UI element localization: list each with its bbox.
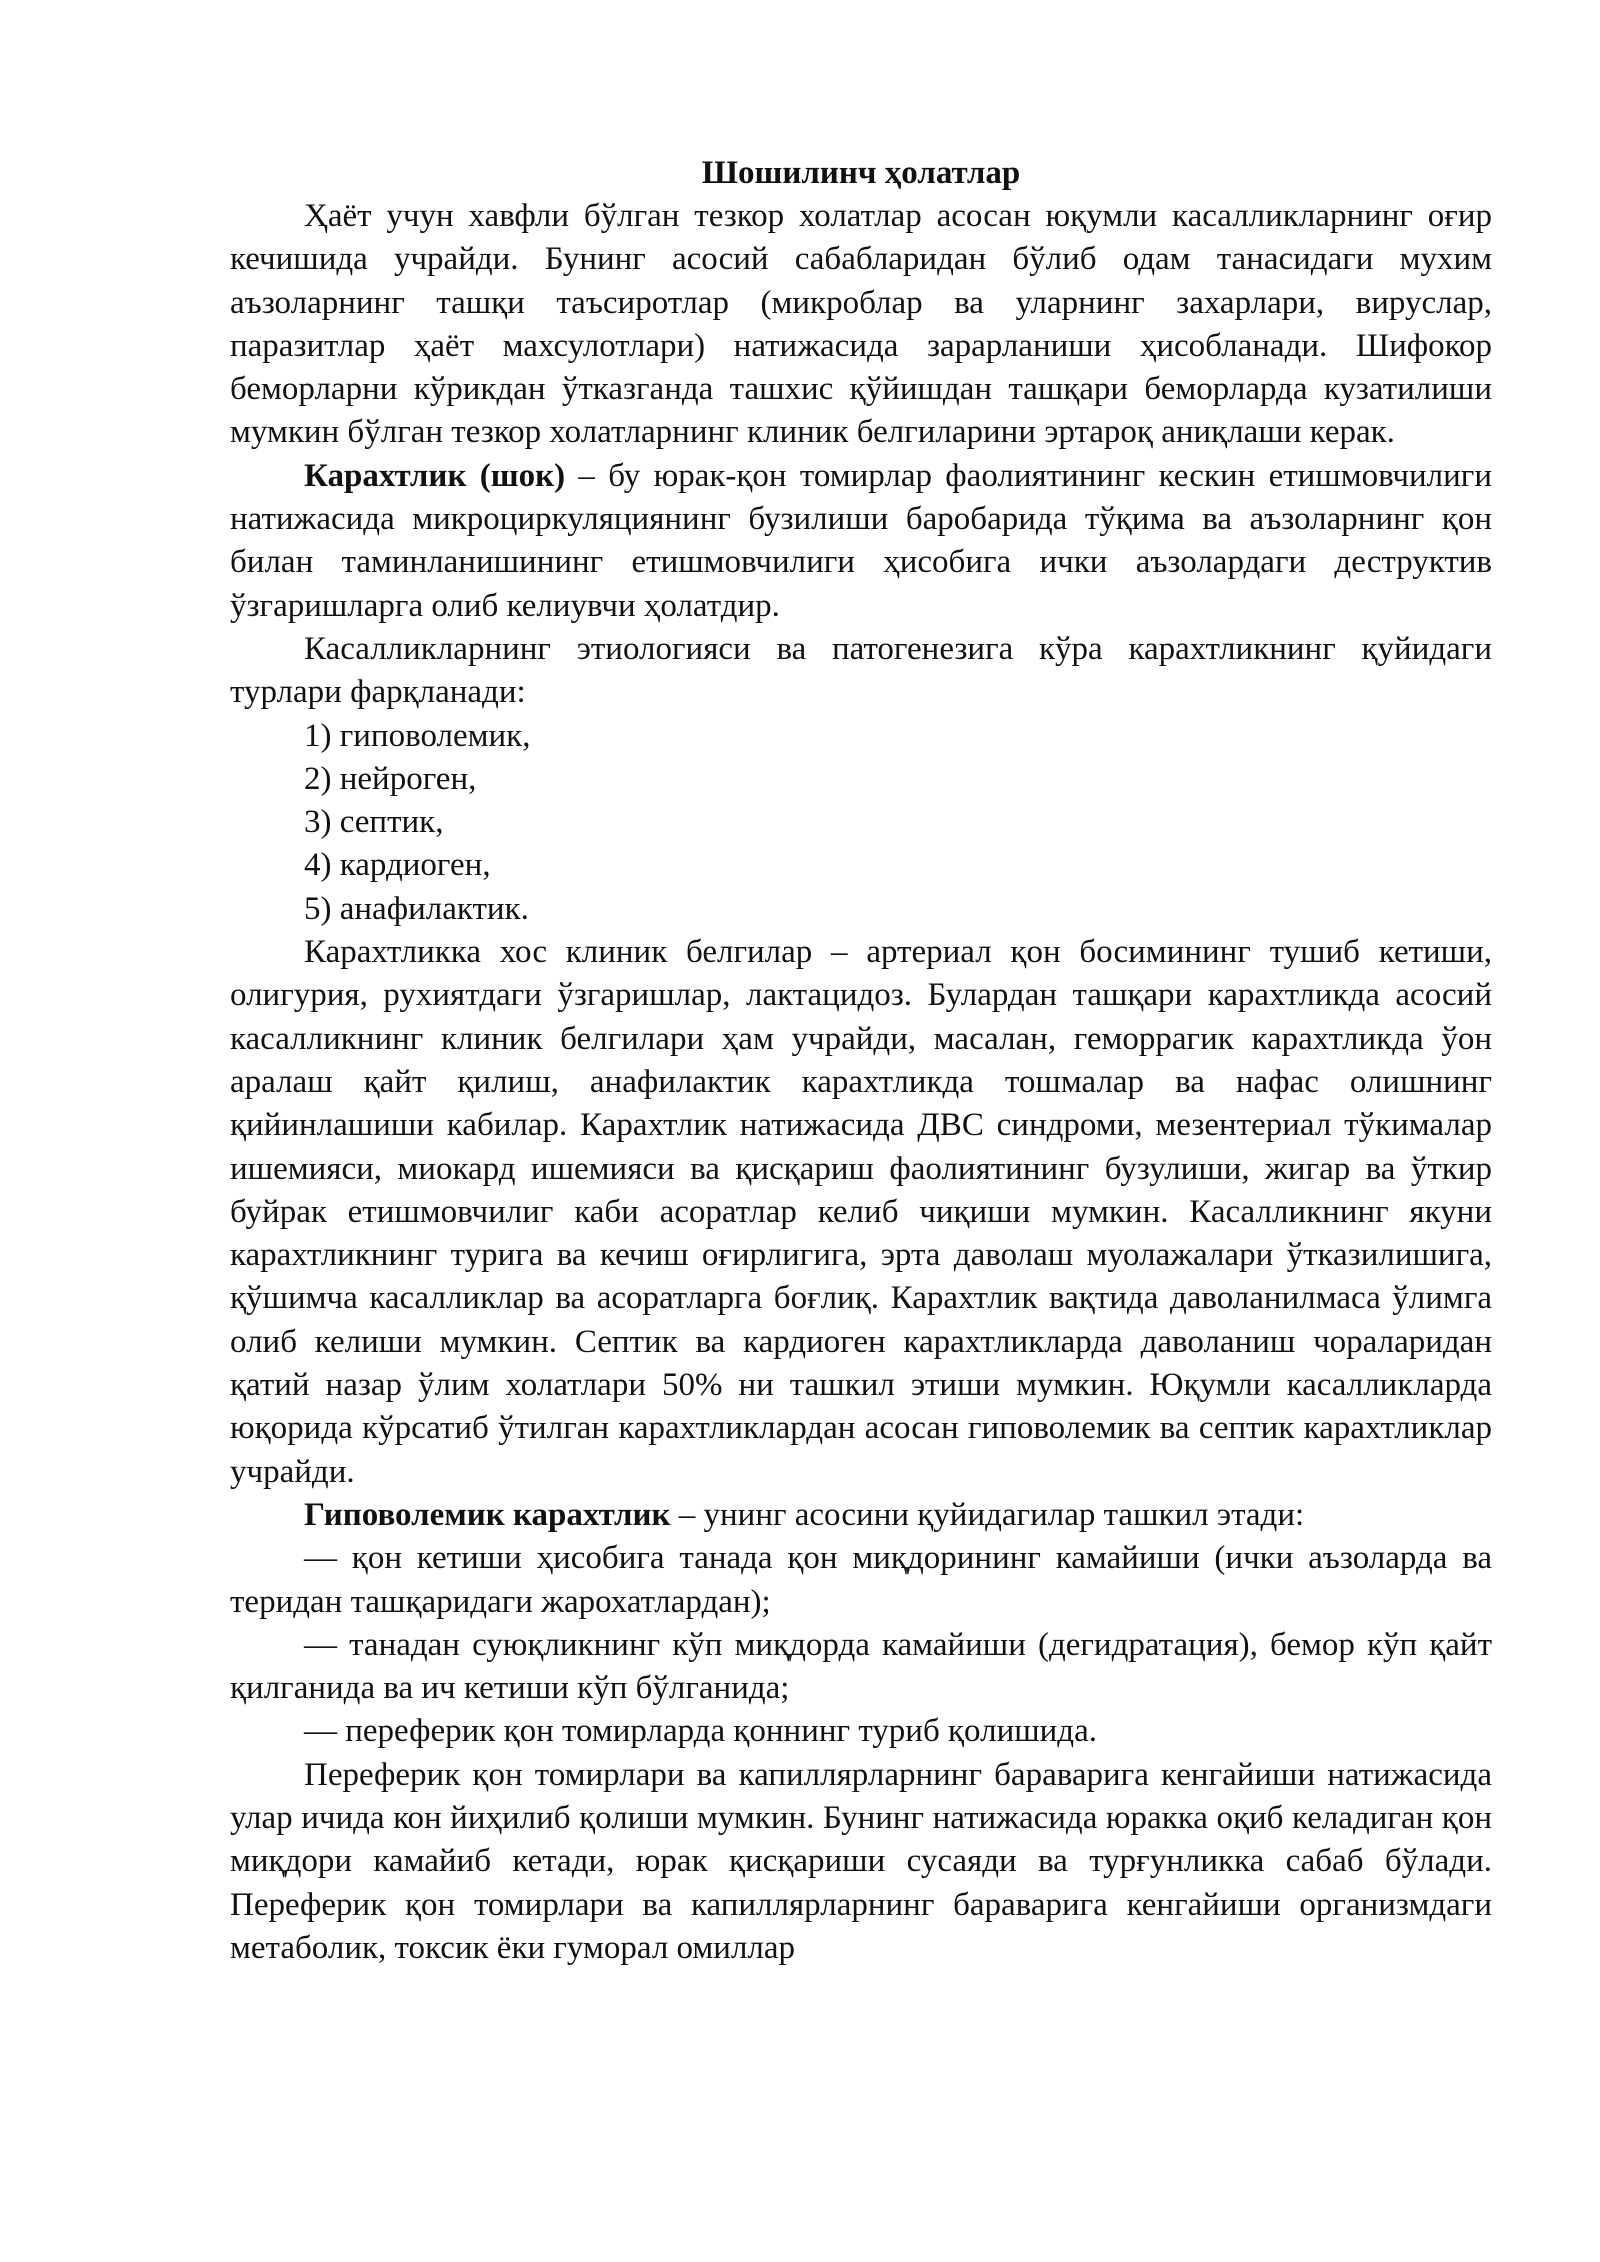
shock-types-list (230, 715, 1492, 931)
paragraph-cause-dehydration: — танадан суюқликнинг кўп миқдорда камайиши (дегидратация), бемор кўп қайт қилганида ва ич кетиши кўп бўлганида; (230, 1626, 1492, 1707)
term-hypovolemic-shock: Гиповолемик карахтлик (304, 1496, 671, 1533)
paragraph-hypovolemic-shock (230, 1494, 1492, 1537)
paragraph-shock-definition (230, 455, 1492, 628)
paragraph-shock-types-intro: Касалликларнинг этиологияси ва патогенезига кўра карахтликнинг қуйидаги турлари фарқланади: (230, 630, 1492, 711)
paragraph-cause-blood-loss: — қон кетиши ҳисобига танада қон миқдорининг камайиши (ички аъзоларда ва теридан ташқаридаги жарохатлардан); (230, 1540, 1492, 1620)
list-item: 4) кардиоген, (304, 847, 491, 884)
document-title: Шошилинч ҳолатлар (701, 155, 1021, 191)
paragraph-peripheral-vessels: Переферик қон томирлари ва капиллярларнинг бараваригa кенгайиши натижасида улар ичида кон йиҳилиб қолиши мумкин. Бунинг натижасида юракка оқиб келадиган қон миқдори камайиб кетади, юрак қисқариши сусаяди ва турғунликка сабаб бўлади. Переферик қон томирлари ва капиллярларнинг бараваригa кенгайиши организмдаги метаболик, токсик ёки гуморал омиллар (230, 1756, 1492, 1966)
paragraph-intro: Ҳаёт учун хавфли бўлган тезкор холатлар асосан юқумли касалликларнинг оғир кечишида учрайди. Бунинг асосий сабабларидан бўлиб одам танасидаги мухим аъзоларнинг ташқи таъсиротлар (микроблар ва уларнинг захарлари, вируслар, паразитлар ҳаёт махсулотлари) натижасида зарарланиши ҳисобланади. Шифокор беморларни кўрикдан ўтказганда ташхис қўйишдан ташқари беморларда кузатилиши мумкин бўлган тезкор холатларнинг клиник белгиларини эртароқ аниқлаши керак. (230, 198, 1492, 451)
shock-definition-text: – бу юрак-қон томирлар фаолиятининг кескин етишмовчилиги натижасида микроциркуляциянинг бузилиши баробарида тўқима ва аъзоларнинг қон билан таминланишининг етишмовчилиги ҳисобига ички аъзолардаги деструктив ўзгаришларга олиб келиувчи ҳолатдир. (230, 457, 1493, 624)
paragraph-cause-stasis: — переферик қон томирларда қоннинг туриб қолишида. (304, 1713, 1097, 1750)
list-item: 3) септик, (304, 804, 444, 841)
document-page (230, 152, 1492, 1970)
term-shock: Карахтлик (шок) (304, 457, 566, 494)
hypovolemic-shock-text: – унинг асосини қуйидагилар ташкил этади: (670, 1496, 1305, 1533)
list-item: 2) нейроген, (304, 760, 477, 797)
list-item: 1) гиповолемик, (304, 717, 531, 754)
list-item: 5) анафилактик. (304, 890, 529, 927)
paragraph-clinical-signs: Карахтликка хос клиник белгилар – артериал қон босимининг тушиб кетиши, олигурия, рухиятдаги ўзгаришлар, лактацидоз. Булардан ташқари карахтликда асосий касалликнинг клиник белгилари ҳам учрайди, масалан, геморрагик карахтликда ўон аралаш қайт қилиш, анафилактик карахтликда тошмалар ва нафас олишнинг қийинлашиши кабилар. Карахтлик натижасида ДВС синдроми, мезентериал тўкималар ишемияси, миокард ишемияси ва қисқариш фаолиятининг бузулиши, жигар ва ўткир буйрак етишмовчилиг каби асоратлар келиб чиқиши мумкин. Касалликнинг якуни карахтликнинг турига ва кечиш оғирлигига, эрта даволаш муолажалари ўтказилишига, қўшимча касалликлар ва асоратларга боғлиқ. Карахтлик вақтида даволанилмаса ўлимга олиб келиши мумкин. Септик ва кардиоген карахтликларда даволаниш чораларидан қатий назар ўлим холатлари 50% ни ташкил этиши мумкин. Юқумли касалликларда юқорида кўрсатиб ўтилган карахтликлардан асосан гиповолемик ва септик карахтликлар учрайди. (230, 934, 1492, 1490)
